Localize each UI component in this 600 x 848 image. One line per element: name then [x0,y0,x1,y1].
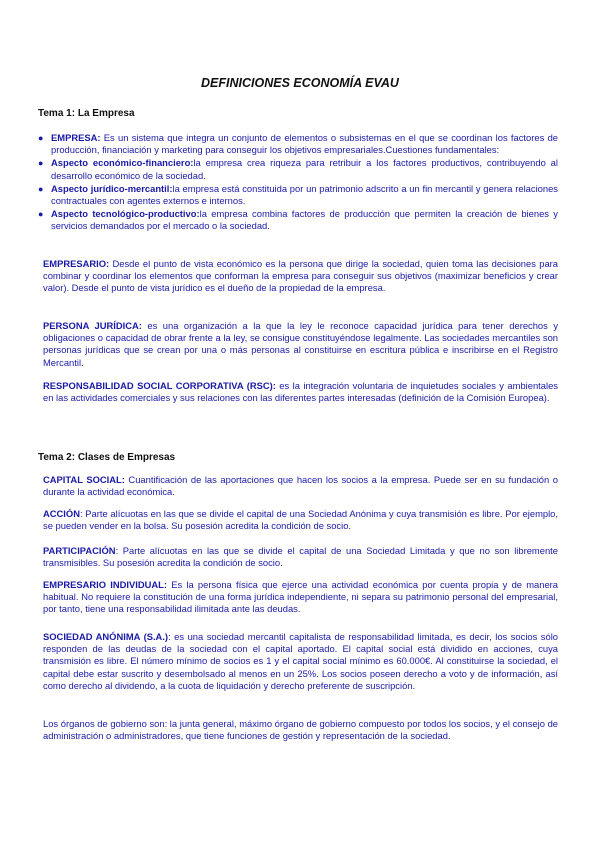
bullet-item-juridico [38,183,558,207]
definition-text: Es la persona física que ejerce una actividad económica por cuenta propia y de manera habitual. No requiere la constitución de una forma jurídica independiente, ni separa su patrimonio personal del empresarial, por tanto, tiene una responsabilidad ilimitada ante las deudas. [43,579,558,615]
definition-capital-social [43,474,558,498]
definition-accion [43,508,558,532]
bullet-text: la empresa está constituida por un patrimonio adscrito a un fin mercantil y genera relaciones contractuales con agentes externos e internos. [51,182,558,207]
bullet-dot-icon: ● [38,158,44,169]
definition-term: EMPRESARIO INDIVIDUAL: [43,579,168,590]
definition-term: EMPRESARIO: [43,258,110,269]
section-heading-tema2: Tema 2: Clases de Empresas [38,452,176,463]
definition-term: ACCIÓN [43,508,80,519]
definition-term: PERSONA JURÍDICA: [43,320,142,331]
definition-participacion [43,545,558,569]
bullet-text: la empresa crea riqueza para retribuir a los factores productivos, contribuyendo al desarrollo económico de la sociedad. [51,157,558,181]
definition-text: : Parte alícuotas en las que se divide el capital de una Sociedad Anónima y cuya transmisión es libre. Por ejemplo, se pueden vender en la bolsa. Su posesión acredita la condición de socio. [43,508,558,532]
bullet-text: la empresa combina factores de producción que permiten la creación de bienes y servicios demandados por el mercado o la sociedad. [51,208,558,232]
definition-term: SOCIEDAD ANÓNIMA (S.A.) [43,631,169,642]
definition-text: Cuantificación de las aportaciones que hacen los socios a la empresa. Puede ser en su fundación o durante la actividad económica. [43,474,558,498]
definition-rsc [43,380,558,404]
bullet-term: Aspecto económico-financiero: [51,157,194,169]
section-heading-tema1: Tema 1: La Empresa [38,108,135,119]
definition-sociedad-anonima [43,631,558,692]
definition-text: : es una sociedad mercantil capitalista de responsabilidad limitada, es decir, los socios sólo responden de las deudas de la sociedad con el capital aportado. El capital social está dividido en acciones, cuya transmisión es libre. El número mínimo de socios es 1 y el capital social mínimo es 60.000€. Al constituirse la sociedad, el capital debe estar suscrito y desembolsado al menos en un 25%. Los socios poseen derecho a voto y de información, así como derecho al dividendo, a la cuota de liquidación y derecho preferente de suscripción. [43,631,559,691]
definition-term: CAPITAL SOCIAL: [43,474,125,485]
bullet-dot-icon: ● [38,183,44,194]
definition-term: RESPONSABILIDAD SOCIAL CORPORATIVA (RSC): [43,380,276,391]
definition-empresario [43,258,558,295]
definition-text: es una organización a la que la ley le reconoce capacidad jurídica para tener derechos y obligaciones o capacidad de obrar frente a la ley, se consigue constituyéndose legalmente. Las sociedades mercantiles son personas jurídicas que se crean por una o más personas al constituirse en escritura pública e inscribirse en el Registro Mercantil. [43,320,559,368]
document-title: DEFINICIONES ECONOMÍA EVAU [201,76,399,90]
bullet-item-economico [38,157,558,181]
bullet-dot-icon: ● [38,209,44,220]
bullet-list [38,132,558,233]
bullet-term: Aspecto jurídico-mercantil: [51,182,173,194]
bullet-item-empresa [38,132,558,156]
definition-empresario-individual [43,579,558,616]
definition-text: es la integración voluntaria de inquietudes sociales y ambientales en las actividades comerciales y sus relaciones con las diferentes partes interesadas (definición de la Comisión Europea). [43,380,558,404]
definition-term: PARTICIPACIÓN [43,545,116,556]
bullet-term: Aspecto tecnológico-productivo: [51,208,200,220]
bullet-term: EMPRESA: [51,132,101,143]
definition-text: : Parte alícuotas en las que se divide el capital de una Sociedad Limitada y que no son libremente transmisibles. Su posesión acredita la condición de socio. [43,545,558,569]
definition-persona-juridica [43,320,558,369]
paragraph-organos-gobierno: Los órganos de gobierno son: la junta general, máximo órgano de gobierno compuesto por todos los socios, y el consejo de administración o administradores, que tiene funciones de gestión y representación de la sociedad. [43,718,558,742]
bullet-item-tecnologico [38,208,558,232]
bullet-dot-icon: ● [38,133,44,143]
bullet-text: Es un sistema que integra un conjunto de elementos o subsistemas en el que se coordinan los factores de producción, financiación y marketing para conseguir los objetivos empresariales.Cuestiones fundamentales: [51,132,558,156]
definition-text: Desde el punto de vista económico es la persona que dirige la sociedad, quien toma las decisiones para combinar y coordinar los elementos que conforman la empresa para conseguir sus objetivos (maximizar beneficios y crear valor). Desde el punto de vista jurídico es el dueño de la propiedad de la empresa. [43,258,558,294]
